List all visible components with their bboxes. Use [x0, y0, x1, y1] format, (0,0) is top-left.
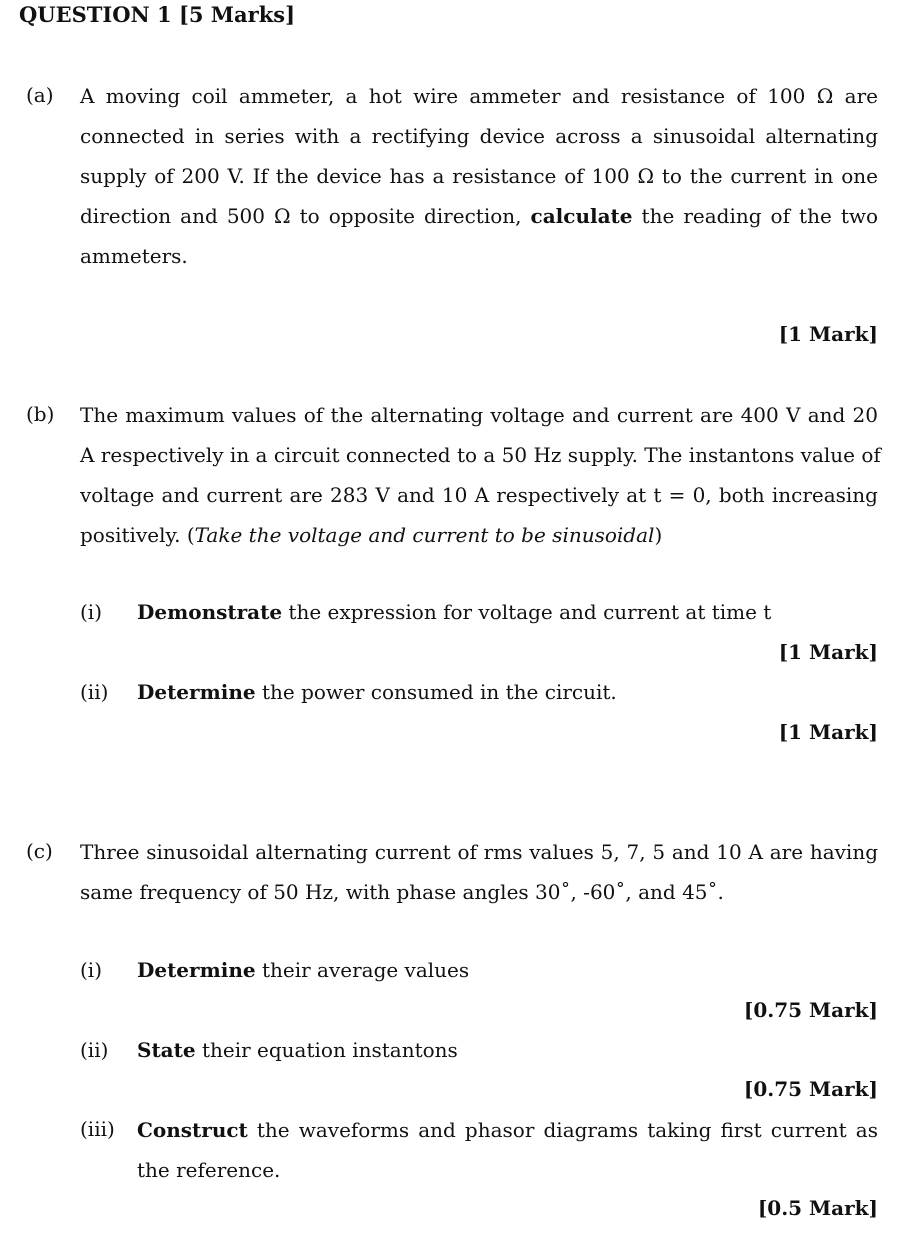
part-a-line-4	[80, 196, 878, 236]
part-b-ii-verb: Determine	[137, 680, 256, 704]
question-title: QUESTION 1 [5 Marks]	[19, 2, 296, 27]
part-a-line-4-start: direction and 500 Ω to opposite direction,	[80, 204, 522, 228]
part-c-iii-verb: Construct	[137, 1118, 248, 1142]
part-c-i-verb: Determine	[137, 958, 256, 982]
part-b-italic-note: Take the voltage and current to be sinusoidal	[194, 523, 655, 547]
part-c-iii-line-1	[137, 1110, 878, 1150]
part-c-iii-line-2: the reference.	[137, 1158, 281, 1182]
part-c-text	[80, 832, 878, 912]
part-a-line-4-end: the reading of the two	[641, 204, 879, 228]
part-b-i-text	[137, 600, 771, 624]
part-c-ii-text	[137, 1038, 458, 1062]
calculate-keyword: calculate	[530, 204, 633, 228]
part-c-ii-label: (ii)	[80, 1038, 109, 1062]
part-a-line-5: ammeters.	[80, 244, 188, 268]
part-b-line-4-start: positively. (	[80, 523, 195, 547]
part-c-iii-label: (iii)	[80, 1117, 115, 1141]
part-b-ii-body: the power consumed in the circuit.	[255, 680, 617, 704]
part-b-i-verb: Demonstrate	[137, 600, 283, 624]
part-b-line-2: A respectively in a circuit connected to a 50 Hz supply. The instantons value of	[80, 443, 881, 467]
part-c-i-text	[137, 958, 469, 982]
part-b-ii-label: (ii)	[80, 680, 109, 704]
part-b-label: (b)	[26, 402, 55, 426]
part-c-ii-mark: [0.75 Mark]	[743, 1077, 878, 1101]
part-b-i-body: the expression for voltage and current at time t	[282, 600, 772, 624]
part-b-line-3: voltage and current are 283 V and 10 A respectively at t = 0, both increasing	[80, 483, 878, 507]
part-b-line-1: The maximum values of the alternating voltage and current are 400 V and 20	[80, 403, 878, 427]
part-c-i-body: their average values	[255, 958, 470, 982]
part-c-ii-verb: State	[137, 1038, 196, 1062]
part-a-line-1: A moving coil ammeter, a hot wire ammeter and resistance of 100 Ω are	[80, 84, 878, 108]
part-a-line-3: supply of 200 V. If the device has a resistance of 100 Ω to the current in one	[80, 164, 878, 188]
part-c-iii-text	[137, 1110, 878, 1190]
part-a-text	[80, 76, 878, 276]
part-a-line-2: connected in series with a rectifying device across a sinusoidal alternating	[80, 124, 878, 148]
part-c-i-mark: [0.75 Mark]	[743, 998, 878, 1022]
part-c-iii-body: the waveforms and phasor diagrams taking first current as	[247, 1118, 878, 1142]
part-c-line-1: Three sinusoidal alternating current of rms values 5, 7, 5 and 10 A are having	[80, 840, 878, 864]
part-c-ii-body: their equation instantons	[195, 1038, 458, 1062]
part-b-line-4	[80, 515, 878, 555]
part-c-i-label: (i)	[80, 958, 103, 982]
part-c-label: (c)	[26, 839, 53, 863]
part-c-line-2: same frequency of 50 Hz, with phase angles 30˚, -60˚, and 45˚.	[80, 880, 724, 904]
part-b-i-label: (i)	[80, 600, 103, 624]
part-c-iii-mark: [0.5 Mark]	[757, 1196, 878, 1220]
part-b-ii-text	[137, 680, 617, 704]
part-a-mark: [1 Mark]	[778, 322, 878, 346]
part-a-label: (a)	[26, 83, 54, 107]
part-b-ii-mark: [1 Mark]	[778, 720, 878, 744]
part-b-line-4-end: )	[654, 523, 663, 547]
part-b-i-mark: [1 Mark]	[778, 640, 878, 664]
part-b-text	[80, 395, 881, 555]
